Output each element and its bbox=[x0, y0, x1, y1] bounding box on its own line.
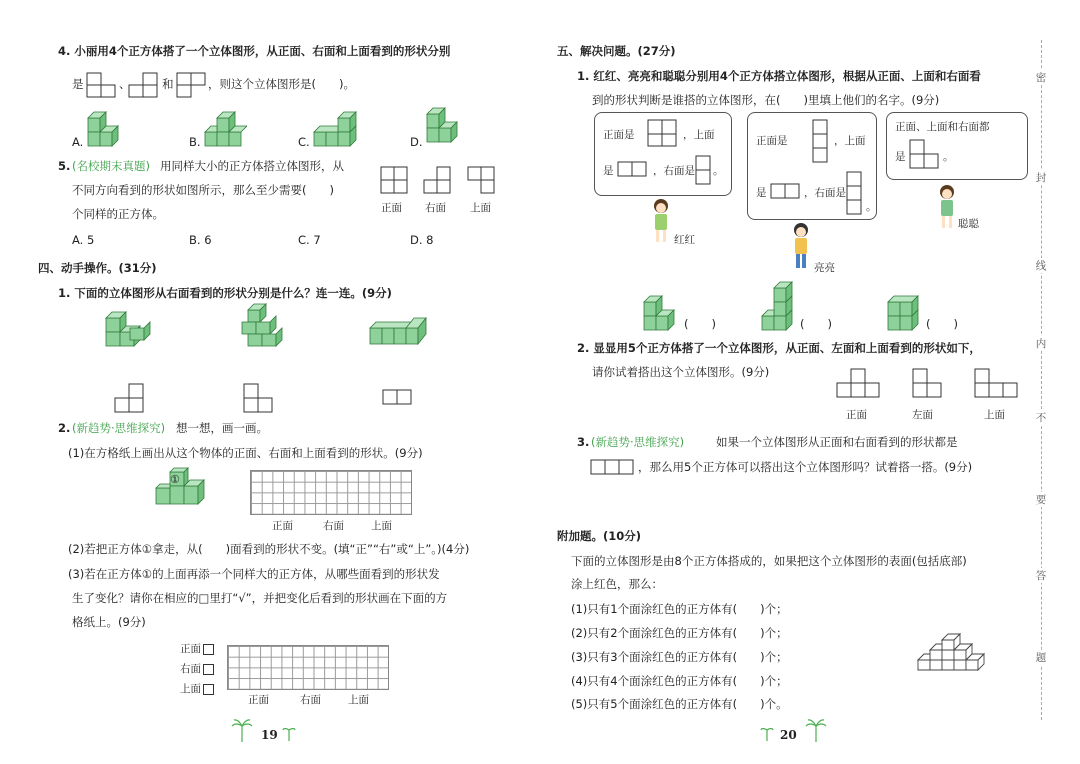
grid2-label-right: 右面 bbox=[300, 694, 321, 706]
s5-q3-tag: (新趋势·思维探究) bbox=[591, 435, 685, 449]
bonus-item-2: (2)只有2个面涂红色的正方体有( )个； bbox=[571, 626, 788, 640]
b1-top-shape bbox=[617, 161, 649, 177]
s5-q1-solid-1 bbox=[640, 294, 684, 334]
s5-q2-view-top: 上面 bbox=[984, 409, 1005, 421]
grid2-label-top: 上面 bbox=[348, 694, 369, 706]
q4-option-d-cubes bbox=[425, 106, 465, 150]
check-right-box[interactable] bbox=[203, 664, 214, 675]
b1-t5: 。 bbox=[713, 165, 724, 177]
s4-q2-part3-line2: 生了变化？请你在相应的□里打“√”，并把变化后看到的形状画在下面的方 bbox=[72, 591, 448, 605]
check-right-label: 右面 bbox=[180, 663, 201, 675]
q5-option-d: D. 8 bbox=[410, 233, 434, 247]
girl-congcong-icon bbox=[936, 184, 958, 230]
s5-q3-line1: 如果一个立体图形从正面和右面看到的形状都是 bbox=[716, 435, 958, 449]
b2-right-shape bbox=[846, 171, 864, 215]
binding-dashed-line bbox=[1041, 40, 1042, 720]
q5-line2: 不同方向看到的形状如图所示，那么至少需要( ) bbox=[72, 183, 334, 197]
q4-right-view bbox=[128, 72, 160, 100]
margin-char-1: 密 bbox=[1035, 72, 1047, 84]
girl-honghong-icon bbox=[650, 198, 672, 244]
s5-q3-number: 3. bbox=[577, 435, 590, 449]
s5-paren-2[interactable]: ( ) bbox=[800, 317, 832, 331]
s4-q2-grid-1[interactable] bbox=[250, 470, 412, 515]
s4-q1-shape-3 bbox=[382, 388, 414, 406]
s4-q1-shape-2 bbox=[243, 382, 277, 414]
s5-q1-solid-2 bbox=[758, 280, 798, 334]
page-number-right: 20 bbox=[780, 728, 797, 742]
margin-char-6: 要 bbox=[1035, 494, 1047, 506]
margin-char-4: 内 bbox=[1035, 338, 1047, 350]
s4-q2-figure bbox=[154, 466, 212, 510]
q5-view-top: 上面 bbox=[470, 202, 491, 214]
q5-line1: 用同样大小的正方体搭立体图形，从 bbox=[160, 159, 344, 173]
check-front bbox=[180, 641, 214, 656]
b2-t3: 是 bbox=[756, 187, 767, 199]
check-front-box[interactable] bbox=[203, 644, 214, 655]
s4-q1-figure-1 bbox=[102, 306, 154, 348]
s5-q1-solid-3 bbox=[886, 294, 926, 334]
b1-t3: 是 bbox=[603, 165, 614, 177]
s5-q2-line1: 2. 显显用5个正方体搭了一个立体图形，从正面、左面和上面看到的形状如下， bbox=[577, 341, 981, 355]
bonus-title: 附加题。(10分) bbox=[557, 529, 642, 543]
bonus-item-3: (3)只有3个面涂红色的正方体有( )个； bbox=[571, 650, 788, 664]
q4-option-a: A. bbox=[72, 135, 84, 149]
q4-option-d: D. bbox=[410, 135, 423, 149]
sprout-icon bbox=[282, 724, 296, 742]
q5-views bbox=[380, 166, 510, 196]
s5-q1-line2: 到的形状判断是谁搭的立体图形，在( )里填上他们的名字。(9分) bbox=[592, 93, 940, 107]
s4-q1-figure-3 bbox=[368, 316, 428, 348]
s5-q3-shape bbox=[590, 458, 636, 476]
q4-question-end: ，则这个立体图形是( )。 bbox=[208, 77, 355, 91]
b2-t4: ，右面是 bbox=[804, 187, 846, 199]
grid1-label-right: 右面 bbox=[323, 520, 344, 532]
s5-q2-view-left: 左面 bbox=[912, 409, 933, 421]
speech-bubble-liangliang bbox=[747, 112, 877, 220]
s4-q2-number: 2. bbox=[58, 421, 71, 435]
q4-top-view bbox=[176, 72, 208, 100]
q5-option-c: C. 7 bbox=[298, 233, 321, 247]
s5-paren-1[interactable]: ( ) bbox=[684, 317, 716, 331]
q4-front-view bbox=[86, 72, 118, 100]
b1-t2: ，上面 bbox=[683, 129, 715, 141]
q5-option-b: B. 6 bbox=[189, 233, 212, 247]
check-top bbox=[180, 681, 214, 696]
bonus-solid-outline bbox=[916, 628, 988, 674]
s4-q2-part2: (2)若把正方体①拿走，从( )面看到的形状不变。(填“正”“右”或“上”。)(4分) bbox=[68, 542, 470, 556]
q4-is: 是 bbox=[72, 77, 84, 91]
section5-title: 五、解决问题。(27分) bbox=[557, 44, 676, 58]
q4-option-a-cubes bbox=[86, 106, 126, 150]
boy-liangliang-icon bbox=[790, 222, 812, 272]
b2-t5: 。 bbox=[866, 201, 877, 213]
check-top-box[interactable] bbox=[203, 684, 214, 695]
q5-view-front: 正面 bbox=[381, 202, 402, 214]
s4-q2-title: 想一想，画一画。 bbox=[176, 421, 268, 435]
check-front-label: 正面 bbox=[180, 643, 201, 655]
s4-q2-part1: (1)在方格纸上画出从这个物体的正面、右面和上面看到的形状。(9分) bbox=[68, 446, 423, 460]
speech-bubble-honghong bbox=[594, 112, 732, 196]
palm-tree-icon-right bbox=[804, 718, 828, 744]
grid2-label-front: 正面 bbox=[248, 694, 269, 706]
cube-1-label: ① bbox=[170, 473, 180, 486]
b3-t1: 正面、上面和右面都 bbox=[895, 121, 990, 133]
page-number-left: 19 bbox=[261, 728, 278, 742]
q4-and: 和 bbox=[162, 77, 174, 91]
q4-option-b: B. bbox=[189, 135, 201, 149]
bonus-intro2: 涂上红色，那么： bbox=[571, 577, 663, 591]
b2-t1: 正面是 bbox=[756, 135, 788, 147]
name-congcong: 聪聪 bbox=[958, 218, 979, 230]
margin-char-3: 线 bbox=[1035, 260, 1047, 272]
margin-char-2: 封 bbox=[1035, 172, 1047, 184]
name-honghong: 红红 bbox=[674, 234, 695, 246]
b1-right-shape bbox=[695, 155, 711, 185]
b1-t4: ，右面是 bbox=[653, 165, 695, 177]
q5-option-a: A. 5 bbox=[72, 233, 95, 247]
margin-char-5: 不 bbox=[1035, 412, 1047, 424]
b3-t3: 。 bbox=[943, 151, 954, 163]
palm-tree-icon bbox=[230, 718, 254, 744]
b2-t2: ，上面 bbox=[834, 135, 866, 147]
bonus-item-4: (4)只有4个面涂红色的正方体有( )个； bbox=[571, 674, 788, 688]
margin-char-7: 答 bbox=[1035, 570, 1047, 582]
s5-paren-3[interactable]: ( ) bbox=[926, 317, 958, 331]
s5-q2-view-front: 正面 bbox=[846, 409, 867, 421]
b2-front-shape bbox=[812, 119, 830, 163]
speech-bubble-congcong bbox=[886, 112, 1028, 180]
q4-line1: 4. 小丽用4个正方体搭了一个立体图形，从正面、右面和上面看到的形状分别 bbox=[58, 44, 451, 58]
s4-q1: 1. 下面的立体图形从右面看到的形状分别是什么？连一连。(9分) bbox=[58, 286, 392, 300]
bonus-item-5: (5)只有5个面涂红色的正方体有( )个。 bbox=[571, 697, 788, 711]
grid1-label-front: 正面 bbox=[272, 520, 293, 532]
s5-q1-line1: 1. 红红、亮亮和聪聪分别用4个正方体搭立体图形，根据从正面、上面和右面看 bbox=[577, 69, 981, 83]
s4-q2-tag: (新趋势·思维探究) bbox=[72, 421, 166, 435]
margin-char-8: 题 bbox=[1035, 652, 1047, 664]
b1-front-shape bbox=[647, 119, 679, 147]
b2-top-shape bbox=[770, 183, 802, 199]
q4-option-b-cubes bbox=[203, 106, 247, 150]
q5-tag: (名校期末真题) bbox=[72, 159, 150, 173]
b3-t2: 是 bbox=[895, 151, 906, 163]
bonus-intro1: 下面的立体图形是由8个正方体搭成的，如果把这个立体图形的表面(包括底部) bbox=[571, 554, 967, 568]
grid1-label-top: 上面 bbox=[371, 520, 392, 532]
q5-line3: 个同样的正方体。 bbox=[72, 207, 164, 221]
q5-view-right: 右面 bbox=[425, 202, 446, 214]
b1-t1: 正面是 bbox=[603, 129, 635, 141]
s4-q1-figure-2 bbox=[238, 302, 290, 348]
s4-q2-grid-2[interactable] bbox=[227, 645, 389, 690]
s5-q2-line2: 请你试着搭出这个立体图形。(9分) bbox=[592, 365, 770, 379]
s4-q2-part3-line3: 格纸上。(9分) bbox=[72, 615, 146, 629]
s5-q2-views bbox=[836, 368, 1026, 398]
check-right bbox=[180, 661, 214, 676]
b3-shape bbox=[909, 139, 941, 171]
s5-q3-line2: ，那么用5个正方体可以搭出这个立体图形吗？试着搭一搭。(9分) bbox=[638, 460, 973, 474]
q4-option-c: C. bbox=[298, 135, 310, 149]
check-top-label: 上面 bbox=[180, 683, 201, 695]
section4-title: 四、动手操作。(31分) bbox=[38, 261, 157, 275]
name-liangliang: 亮亮 bbox=[814, 262, 835, 274]
sprout-icon-right bbox=[760, 724, 774, 742]
bonus-item-1: (1)只有1个面涂红色的正方体有( )个； bbox=[571, 602, 788, 616]
q4-sep1: 、 bbox=[119, 77, 131, 91]
s4-q1-shape-1 bbox=[114, 382, 146, 414]
q4-option-c-cubes bbox=[312, 106, 358, 150]
s4-q2-part3-line1: (3)若在正方体①的上面再添一个同样大的正方体，从哪些面看到的形状发 bbox=[68, 567, 440, 581]
q5-number: 5. bbox=[58, 159, 71, 173]
